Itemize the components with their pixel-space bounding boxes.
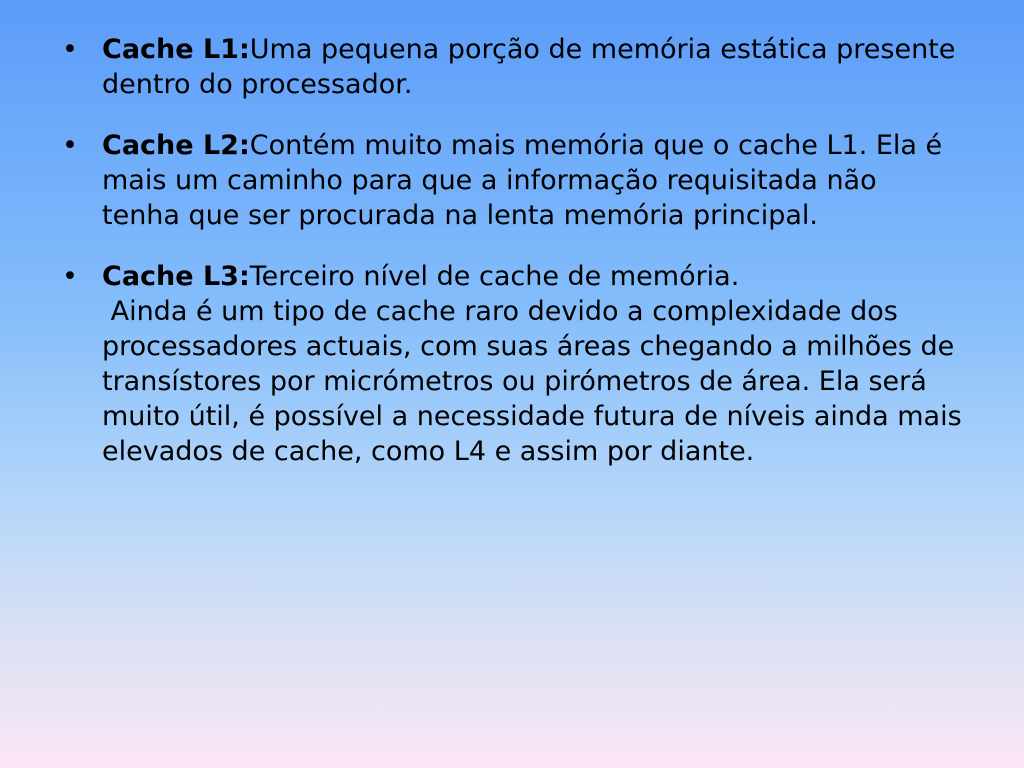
bullet-marker: • (62, 34, 78, 65)
bullet-text: Contém muito mais memória que o cache L1. Ela é mais um caminho para que a informação requisitada não tenha que ser procurada na lenta memória principal. (102, 130, 943, 231)
bullet-marker: • (62, 261, 78, 292)
bullet-continuation: Ainda é um tipo de cache raro devido a complexidade dos processadores actuais, com suas áreas chegando a milhões de transístores por micrómetros ou pirómetros de área. Ela será muito útil, é possível a necessidade futura de níveis ainda mais elevados de cache, como L4 e assim por diante. (102, 296, 971, 467)
bullet-text: Uma pequena porção de memória estática presente dentro do processador. (102, 34, 956, 100)
bullet-marker: • (62, 130, 78, 161)
bullet-list (62, 32, 971, 469)
bullet-cache-l2 (62, 128, 962, 233)
bullet-cache-l1 (62, 32, 962, 102)
bullet-term: Cache L1: (102, 34, 250, 65)
bullet-term: Cache L2: (102, 130, 250, 161)
bullet-text: Terceiro nível de cache de memória. (249, 261, 740, 292)
bullet-term: Cache L3: (102, 261, 250, 292)
bullet-cache-l3 (62, 259, 971, 469)
